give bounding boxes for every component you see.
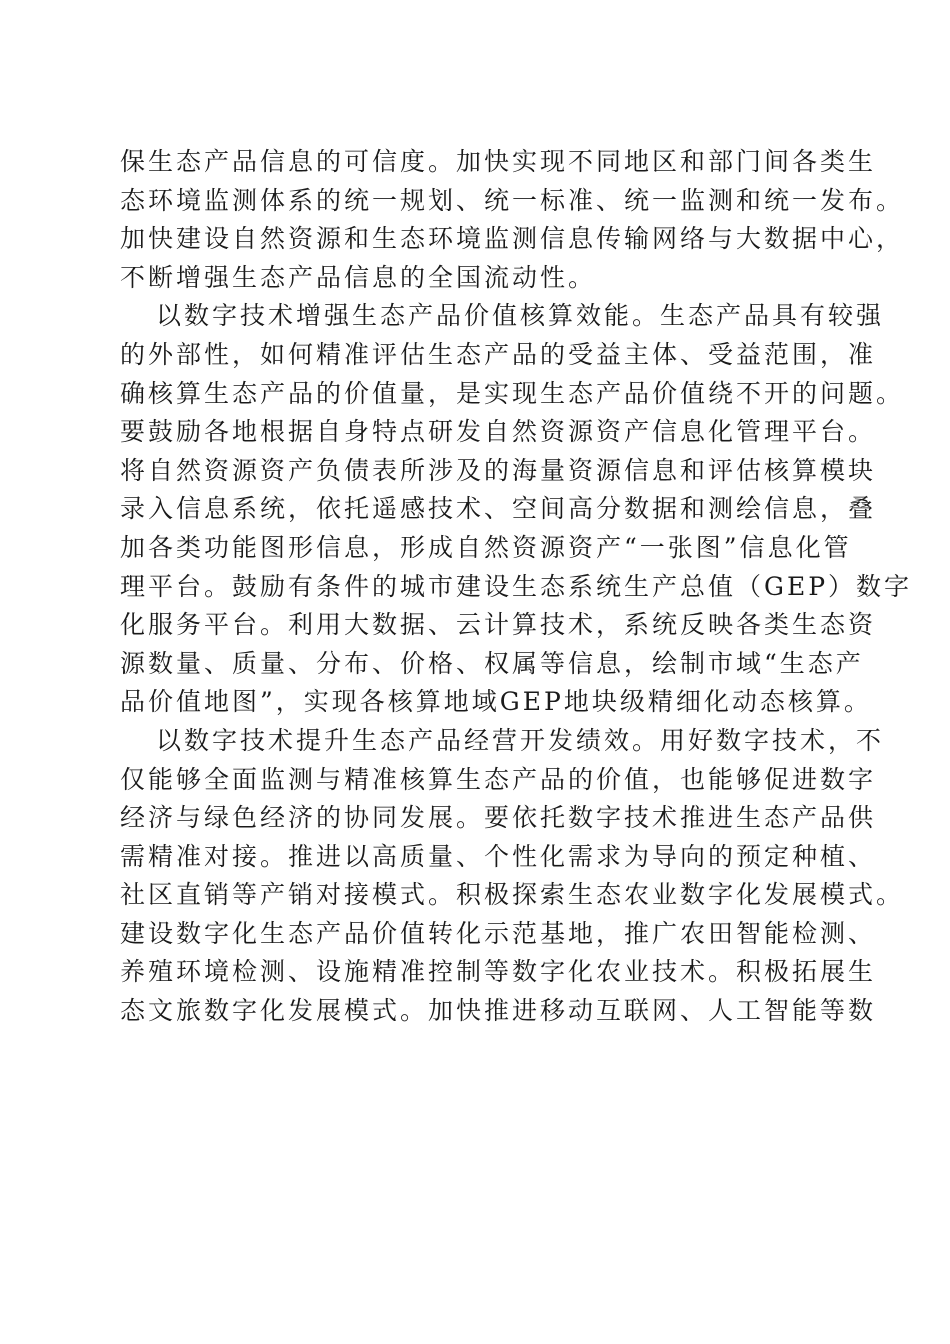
text-line: 化服务平台。利用大数据、云计算技术，系统反映各类生态资 <box>120 610 877 640</box>
text-line: 加快建设自然资源和生态环境监测信息传输网络与大数据中心， <box>120 224 905 254</box>
text-line: 养殖环境检测、设施精准控制等数字化农业技术。积极拓展生 <box>120 957 877 987</box>
text-line: 的外部性，如何精准评估生态产品的受益主体、受益范围，准 <box>120 339 877 369</box>
text-line: 将自然资源资产负债表所涉及的海量资源信息和评估核算模块 <box>120 455 877 485</box>
text-line: 经济与绿色经济的协同发展。要依托数字技术推进生态产品供 <box>120 803 877 833</box>
body-text <box>120 143 913 1031</box>
text-line: 要鼓励各地根据自身特点研发自然资源资产信息化管理平台。 <box>120 417 877 447</box>
text-line: 品价值地图”，实现各核算地域GEP地块级精细化动态核算。 <box>120 687 872 717</box>
text-line: 态环境监测体系的统一规划、统一标准、统一监测和统一发布。 <box>120 185 905 215</box>
text-line: 不断增强生态产品信息的全国流动性。 <box>120 262 597 292</box>
text-line: 理平台。鼓励有条件的城市建设生态系统生产总值（GEP）数字 <box>120 571 913 601</box>
text-line: 源数量、质量、分布、价格、权属等信息，绘制市域“生态产 <box>120 648 864 678</box>
text-line: 录入信息系统，依托遥感技术、空间高分数据和测绘信息，叠 <box>120 494 877 524</box>
text-line: 仅能够全面监测与精准核算生态产品的价值，也能够促进数字 <box>120 764 877 794</box>
text-line: 需精准对接。推进以高质量、个性化需求为导向的预定种植、 <box>120 841 877 871</box>
text-line: 态文旅数字化发展模式。加快推进移动互联网、人工智能等数 <box>120 996 877 1026</box>
text-line: 建设数字化生态产品价值转化示范基地，推广农田智能检测、 <box>120 918 877 948</box>
paragraph-start-line: 以数字技术增强生态产品价值核算效能。生态产品具有较强 <box>156 301 885 331</box>
text-line: 确核算生态产品的价值量，是实现生态产品价值绕不开的问题。 <box>120 378 905 408</box>
paragraph-start-line: 以数字技术提升生态产品经营开发绩效。用好数字技术，不 <box>156 725 885 755</box>
text-line: 保生态产品信息的可信度。加快实现不同地区和部门间各类生 <box>120 147 877 176</box>
text-line: 社区直销等产销对接模式。积极探索生态农业数字化发展模式。 <box>120 880 905 910</box>
text-line: 加各类功能图形信息，形成自然资源资产“一张图”信息化管 <box>120 532 852 562</box>
